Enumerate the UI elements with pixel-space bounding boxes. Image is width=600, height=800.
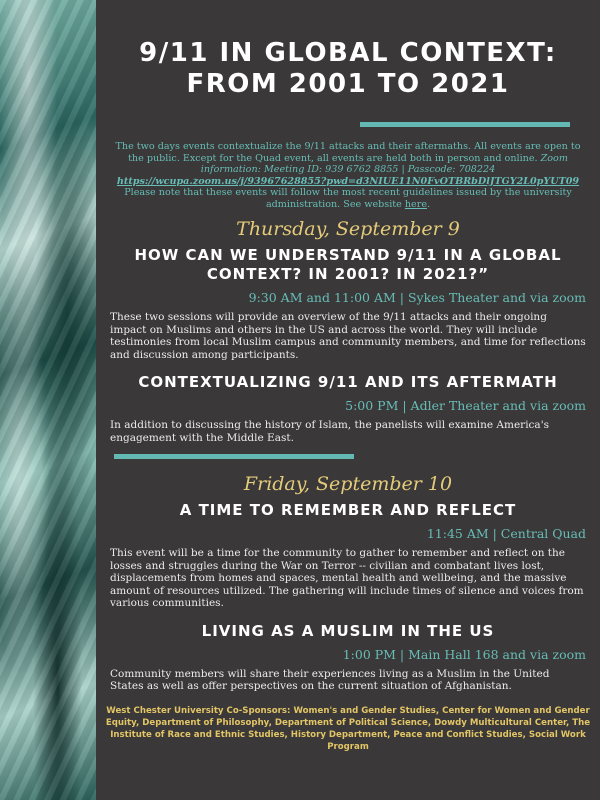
event-desc-living-muslim: Community members will share their experiences living as a Muslim in the United States as well as offer perspectives on the current situation of Afghanistan.	[110, 667, 550, 692]
title-line-2: FROM 2001 TO 2021	[186, 69, 510, 99]
zoom-info-label: Zoom information:	[200, 152, 568, 175]
divider-middle	[114, 454, 354, 459]
event-title-global-context: HOW CAN WE UNDERSTAND 9/11 IN A GLOBAL CONTEXT? IN 2001? IN 2021?”	[134, 246, 562, 283]
intro-text-2: Please note that these events will follow the most recent guidelines issued by the university administration. See website	[124, 187, 572, 210]
flyer-content	[104, 0, 592, 753]
event-time-aftermath: 5:00 PM | Adler Theater and via zoom	[345, 398, 586, 413]
event-desc-remember: This event will be a time for the community to gather to remember and reflect on the losses and struggles during the War on Terror -- civilian and combatant lives lost, displacements from homes and spaces, mental health and wellbeing, and the massive amount of resources utilized. The gathering will include times of silence and voices from various communities.	[110, 547, 584, 609]
intro-text-1: The two days events contextualize the 9/11 attacks and their aftermaths. All events are open to the public. Except for the Quad event, all events are held both in person and online.	[115, 141, 581, 164]
co-sponsors: West Chester University Co-Sponsors: Women's and Gender Studies, Center for Women and Gender Equity, Department of Philosophy, Department of Political Science, Dowdy Multicultural Center, The Institute of Race and Ethnic Studies, History Department, Peace and Conflict Studies, Social Work Program	[105, 705, 591, 752]
title-line-1: 9/11 IN GLOBAL CONTEXT:	[139, 38, 557, 68]
day-heading-thursday: Thursday, September 9	[236, 218, 460, 240]
event-desc-aftermath: In addition to discussing the history of Islam, the panelists will examine America's engagement with the Middle East.	[110, 419, 549, 444]
divider-top	[360, 122, 570, 127]
event-time-global-context: 9:30 AM and 11:00 AM | Sykes Theater and via zoom	[248, 290, 586, 305]
website-here-link[interactable]: here	[404, 198, 427, 210]
event-time-remember: 11:45 AM | Central Quad	[426, 526, 586, 541]
zoom-meeting-info: Meeting ID: 939 6762 8855 | Passcode: 708224	[263, 164, 496, 175]
event-title-remember: A TIME TO REMEMBER AND REFLECT	[179, 501, 517, 519]
day-heading-friday: Friday, September 10	[243, 473, 453, 495]
marble-side-panel	[0, 0, 96, 800]
event-desc-global-context: These two sessions will provide an overview of the 9/11 attacks and their ongoing impact on Muslims and others in the US and across the world. They will include testimonies from local Muslim campus and community members, and time for reflections and discussion among participants.	[110, 311, 586, 361]
event-title-living-muslim: LIVING AS A MUSLIM IN THE US	[201, 621, 495, 640]
zoom-link[interactable]: https://wcupa.zoom.us/j/93967628855?pwd=d3NIUE11N0FvOTBRbDlJTGY2L0pYUT09	[116, 175, 580, 187]
intro-period: .	[427, 198, 431, 210]
event-time-living-muslim: 1:00 PM | Main Hall 168 and via zoom	[342, 646, 586, 662]
page-title	[104, 38, 592, 100]
event-title-aftermath: CONTEXTUALIZING 9/11 AND ITS AFTERMATH	[138, 373, 558, 391]
intro-paragraph	[108, 141, 588, 210]
